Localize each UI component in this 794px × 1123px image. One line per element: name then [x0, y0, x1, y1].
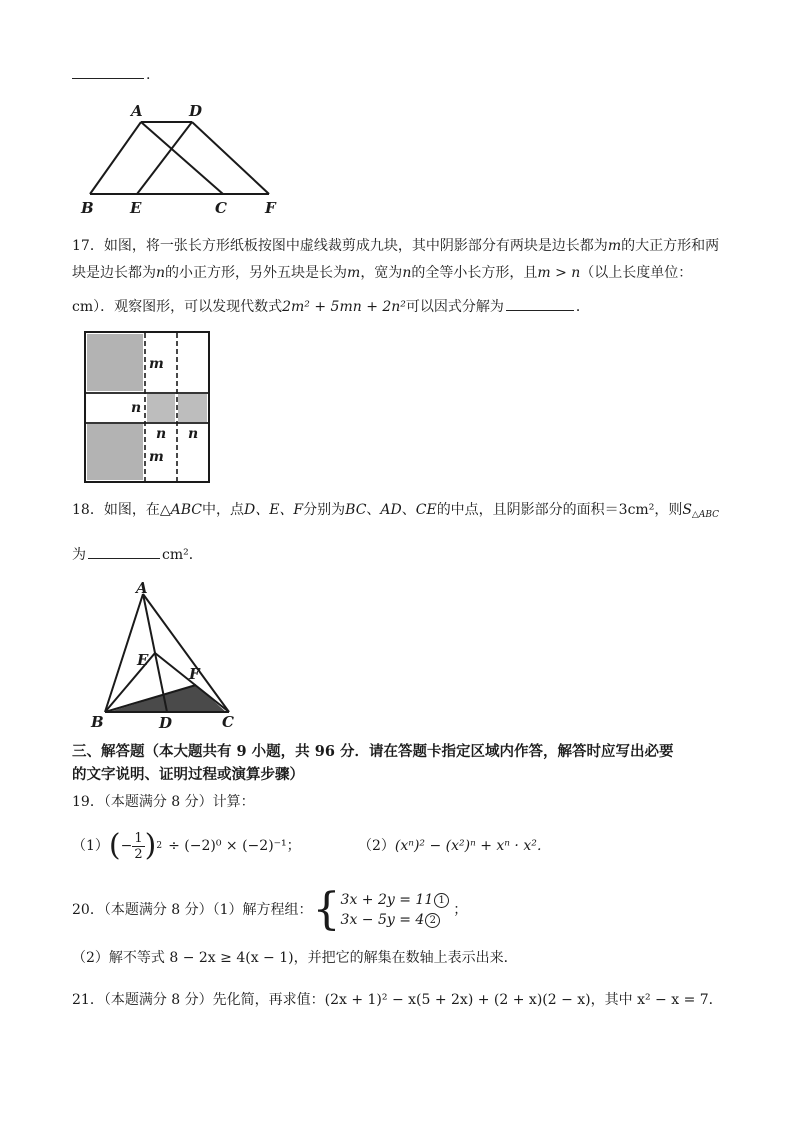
label-E: E [137, 651, 149, 669]
q17-line1: 17．如图，将一张长方形纸板按图中虚线裁剪成九块，其中阴影部分有两块是边长都为m的大正方形和两 [72, 238, 720, 254]
shaded-small-square-right [178, 394, 207, 422]
answer-blank [88, 544, 160, 559]
answer-blank [72, 64, 144, 79]
q17-line2: 块是边长都为n的小正方形，另外五块是长为m，宽为n的全等小长方形，且m > n（以上长度单位： [72, 265, 693, 281]
segment-AB [90, 122, 141, 194]
circled-2: 2 [425, 913, 440, 928]
equation-2: 3x − 5y = 4 2 [341, 910, 450, 930]
fraction-half: $\frac{1}{2}$ [134, 830, 143, 862]
label-F: F [189, 665, 200, 683]
label-C: C [222, 713, 234, 730]
figure-rectangle-dissection [84, 331, 212, 484]
shaded-small-square-center [147, 394, 175, 422]
segment-AC [141, 122, 223, 194]
q19-part2: （2）(xⁿ)² − (x²)ⁿ + xⁿ · x²． [358, 838, 551, 854]
figure-triangle-abc [86, 580, 246, 730]
q18-line1: 18．如图，在△ABC中，点D、E、F分别为BC、AD、CE的中点，且阴影部分的面积＝3cm²，则$S_{\triangle ABC}$ [72, 502, 720, 520]
shaded-large-square-bottom [87, 424, 143, 480]
label-D: D [159, 714, 173, 730]
system-brace: { [312, 884, 341, 935]
equation-1: 3x + 2y = 11 1 [341, 890, 450, 910]
label-C: C [215, 199, 227, 217]
left-paren: ( [108, 828, 121, 863]
label-m-bottom: m [149, 449, 164, 465]
q17-line3: cm）．观察图形，可以发现代数式2m² + 5mn + 2n²可以因式分解为 ． [72, 296, 590, 317]
label-B: B [81, 199, 94, 217]
q21: 21．（本题满分 8 分）先化简，再求值：(2x + 1)² − x(5 + 2x) + (2 + x)(2 − x)，其中 x² − x = 7． [72, 992, 723, 1008]
q20-part1: 20．（本题满分 8 分）（1）解方程组： { 3x + 2y = 11 1 3x − 5y = 4 2 ； [72, 884, 468, 935]
equation-system [341, 890, 450, 930]
circled-1: 1 [434, 893, 449, 908]
figure-trapezoid-lines [75, 98, 285, 220]
segment-DE [137, 122, 192, 194]
period: . [146, 67, 151, 83]
section3-line1: 三、解答题（本大题共有 9 小题，共 96 分．请在答题卡指定区域内作答，解答时应写出必要 [72, 743, 674, 760]
label-D: D [189, 102, 203, 120]
right-paren: ) [144, 828, 157, 863]
q19-part1: （1） ( − $\frac{1}{2}$ ) 2 ÷ (−2)⁰ × (−2)⁻¹； [72, 828, 301, 863]
segment-DF [192, 122, 269, 194]
label-E: E [130, 199, 142, 217]
q18-line2: 为 cm²． [72, 544, 203, 565]
q19-head: 19．（本题满分 8 分）计算： [72, 794, 255, 810]
label-n-mid: n [156, 426, 167, 442]
label-F: F [265, 199, 276, 217]
label-A: A [131, 102, 143, 120]
previous-answer-line [70, 64, 150, 85]
label-n-left: n [131, 400, 142, 416]
label-A: A [136, 580, 148, 597]
q20-part2: （2）解不等式 8 − 2x ≥ 4(x − 1)，并把它的解集在数轴上表示出来． [72, 950, 518, 966]
shaded-large-square-top [87, 334, 143, 391]
label-B: B [91, 713, 104, 730]
answer-blank [506, 296, 574, 311]
label-n-right: n [188, 426, 199, 442]
label-m-top: m [149, 356, 164, 372]
section3-line2: 的文字说明、证明过程或演算步骤） [72, 766, 304, 783]
